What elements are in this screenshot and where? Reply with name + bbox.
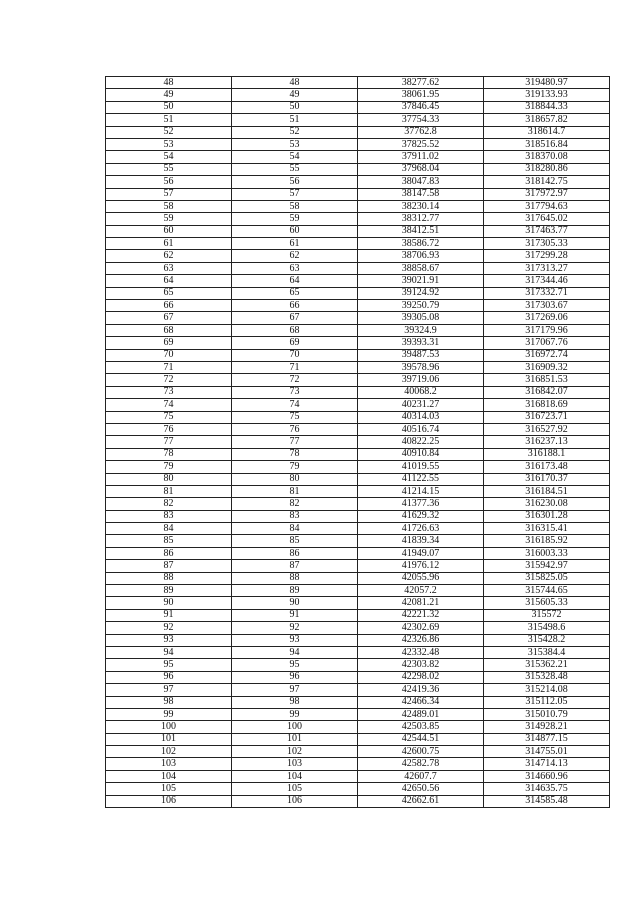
y-coordinate-cell: 319480.97 [484, 77, 610, 89]
x-coordinate-cell: 39124.92 [358, 287, 484, 299]
y-coordinate-cell: 315214.08 [484, 684, 610, 696]
y-coordinate-cell: 315428.2 [484, 634, 610, 646]
point-id-cell: 80 [232, 473, 358, 485]
y-coordinate-cell: 316173.48 [484, 461, 610, 473]
table-row [106, 151, 610, 163]
x-coordinate-cell: 37968.04 [358, 163, 484, 175]
table-row [106, 114, 610, 126]
x-coordinate-cell: 37762.8 [358, 126, 484, 138]
table-row [106, 312, 610, 324]
point-id-cell: 93 [232, 634, 358, 646]
x-coordinate-cell: 40910.84 [358, 448, 484, 460]
x-coordinate-cell: 38858.67 [358, 262, 484, 274]
point-id-cell: 52 [232, 126, 358, 138]
y-coordinate-cell: 317463.77 [484, 225, 610, 237]
x-coordinate-cell: 42303.82 [358, 659, 484, 671]
y-coordinate-cell: 318280.86 [484, 163, 610, 175]
y-coordinate-cell: 316230.08 [484, 498, 610, 510]
point-id-cell: 55 [232, 163, 358, 175]
y-coordinate-cell: 317299.28 [484, 250, 610, 262]
y-coordinate-cell: 314877.15 [484, 733, 610, 745]
row-number-cell: 97 [106, 684, 232, 696]
y-coordinate-cell: 314928.21 [484, 721, 610, 733]
x-coordinate-cell: 41122.55 [358, 473, 484, 485]
point-id-cell: 96 [232, 671, 358, 683]
x-coordinate-cell: 42489.01 [358, 708, 484, 720]
x-coordinate-cell: 42582.78 [358, 758, 484, 770]
table-row [106, 708, 610, 720]
table-row [106, 101, 610, 113]
point-id-cell: 49 [232, 89, 358, 101]
x-coordinate-cell: 42055.96 [358, 572, 484, 584]
x-coordinate-cell: 39250.79 [358, 300, 484, 312]
point-id-cell: 76 [232, 423, 358, 435]
x-coordinate-cell: 38277.62 [358, 77, 484, 89]
y-coordinate-cell: 316237.13 [484, 436, 610, 448]
table-row [106, 634, 610, 646]
point-id-cell: 53 [232, 138, 358, 150]
row-number-cell: 51 [106, 114, 232, 126]
table-row [106, 473, 610, 485]
point-id-cell: 104 [232, 770, 358, 782]
point-id-cell: 100 [232, 721, 358, 733]
table-row [106, 721, 610, 733]
point-id-cell: 84 [232, 523, 358, 535]
table-row [106, 163, 610, 175]
table-row [106, 386, 610, 398]
y-coordinate-cell: 315362.21 [484, 659, 610, 671]
table-row [106, 176, 610, 188]
point-id-cell: 56 [232, 176, 358, 188]
x-coordinate-cell: 39021.91 [358, 275, 484, 287]
y-coordinate-cell: 315498.6 [484, 622, 610, 634]
y-coordinate-cell: 316818.69 [484, 399, 610, 411]
point-id-cell: 101 [232, 733, 358, 745]
y-coordinate-cell: 316185.92 [484, 535, 610, 547]
table-row [106, 126, 610, 138]
table-row [106, 250, 610, 262]
point-id-cell: 89 [232, 585, 358, 597]
row-number-cell: 102 [106, 746, 232, 758]
table-row [106, 337, 610, 349]
point-id-cell: 50 [232, 101, 358, 113]
row-number-cell: 65 [106, 287, 232, 299]
point-id-cell: 99 [232, 708, 358, 720]
row-number-cell: 58 [106, 200, 232, 212]
x-coordinate-cell: 42607.7 [358, 770, 484, 782]
point-id-cell: 51 [232, 114, 358, 126]
x-coordinate-cell: 38047.83 [358, 176, 484, 188]
row-number-cell: 105 [106, 783, 232, 795]
y-coordinate-cell: 316842.07 [484, 386, 610, 398]
table-row [106, 213, 610, 225]
y-coordinate-cell: 316301.28 [484, 510, 610, 522]
row-number-cell: 63 [106, 262, 232, 274]
row-number-cell: 94 [106, 646, 232, 658]
table-row [106, 696, 610, 708]
x-coordinate-cell: 42662.61 [358, 795, 484, 807]
row-number-cell: 93 [106, 634, 232, 646]
x-coordinate-cell: 40314.03 [358, 411, 484, 423]
y-coordinate-cell: 316315.41 [484, 523, 610, 535]
row-number-cell: 89 [106, 585, 232, 597]
x-coordinate-cell: 39305.08 [358, 312, 484, 324]
point-id-cell: 58 [232, 200, 358, 212]
row-number-cell: 72 [106, 374, 232, 386]
point-id-cell: 70 [232, 349, 358, 361]
x-coordinate-cell: 38230.14 [358, 200, 484, 212]
x-coordinate-cell: 41839.34 [358, 535, 484, 547]
point-id-cell: 78 [232, 448, 358, 460]
table-row [106, 523, 610, 535]
row-number-cell: 92 [106, 622, 232, 634]
x-coordinate-cell: 42298.02 [358, 671, 484, 683]
row-number-cell: 95 [106, 659, 232, 671]
point-id-cell: 54 [232, 151, 358, 163]
point-id-cell: 71 [232, 361, 358, 373]
row-number-cell: 61 [106, 238, 232, 250]
x-coordinate-cell: 41377.36 [358, 498, 484, 510]
x-coordinate-cell: 42221.32 [358, 609, 484, 621]
point-id-cell: 105 [232, 783, 358, 795]
row-number-cell: 66 [106, 300, 232, 312]
row-number-cell: 99 [106, 708, 232, 720]
y-coordinate-cell: 318657.82 [484, 114, 610, 126]
y-coordinate-cell: 317794.63 [484, 200, 610, 212]
x-coordinate-cell: 41726.63 [358, 523, 484, 535]
y-coordinate-cell: 316188.1 [484, 448, 610, 460]
point-id-cell: 68 [232, 324, 358, 336]
x-coordinate-cell: 42466.34 [358, 696, 484, 708]
y-coordinate-cell: 316909.32 [484, 361, 610, 373]
y-coordinate-cell: 316527.92 [484, 423, 610, 435]
row-number-cell: 88 [106, 572, 232, 584]
y-coordinate-cell: 316003.33 [484, 547, 610, 559]
row-number-cell: 103 [106, 758, 232, 770]
coordinate-table [105, 76, 610, 808]
y-coordinate-cell: 318614.7 [484, 126, 610, 138]
row-number-cell: 64 [106, 275, 232, 287]
x-coordinate-cell: 42081.21 [358, 597, 484, 609]
y-coordinate-cell: 314755.01 [484, 746, 610, 758]
row-number-cell: 101 [106, 733, 232, 745]
x-coordinate-cell: 38412.51 [358, 225, 484, 237]
point-id-cell: 48 [232, 77, 358, 89]
coordinate-table-body [106, 77, 610, 808]
point-id-cell: 57 [232, 188, 358, 200]
y-coordinate-cell: 316972.74 [484, 349, 610, 361]
table-row [106, 646, 610, 658]
row-number-cell: 86 [106, 547, 232, 559]
table-row [106, 300, 610, 312]
row-number-cell: 91 [106, 609, 232, 621]
point-id-cell: 83 [232, 510, 358, 522]
row-number-cell: 48 [106, 77, 232, 89]
row-number-cell: 100 [106, 721, 232, 733]
row-number-cell: 56 [106, 176, 232, 188]
y-coordinate-cell: 314635.75 [484, 783, 610, 795]
table-row [106, 238, 610, 250]
table-row [106, 275, 610, 287]
row-number-cell: 69 [106, 337, 232, 349]
x-coordinate-cell: 39393.31 [358, 337, 484, 349]
point-id-cell: 82 [232, 498, 358, 510]
x-coordinate-cell: 41214.15 [358, 485, 484, 497]
row-number-cell: 82 [106, 498, 232, 510]
table-row [106, 225, 610, 237]
point-id-cell: 73 [232, 386, 358, 398]
point-id-cell: 94 [232, 646, 358, 658]
row-number-cell: 74 [106, 399, 232, 411]
point-id-cell: 98 [232, 696, 358, 708]
x-coordinate-cell: 39487.53 [358, 349, 484, 361]
y-coordinate-cell: 317305.33 [484, 238, 610, 250]
y-coordinate-cell: 318142.75 [484, 176, 610, 188]
point-id-cell: 59 [232, 213, 358, 225]
row-number-cell: 62 [106, 250, 232, 262]
table-row [106, 89, 610, 101]
row-number-cell: 81 [106, 485, 232, 497]
table-row [106, 622, 610, 634]
row-number-cell: 90 [106, 597, 232, 609]
y-coordinate-cell: 317067.76 [484, 337, 610, 349]
y-coordinate-cell: 318844.33 [484, 101, 610, 113]
point-id-cell: 60 [232, 225, 358, 237]
row-number-cell: 60 [106, 225, 232, 237]
y-coordinate-cell: 317332.71 [484, 287, 610, 299]
table-row [106, 733, 610, 745]
x-coordinate-cell: 37911.02 [358, 151, 484, 163]
table-row [106, 423, 610, 435]
point-id-cell: 65 [232, 287, 358, 299]
table-row [106, 572, 610, 584]
row-number-cell: 79 [106, 461, 232, 473]
row-number-cell: 85 [106, 535, 232, 547]
table-row [106, 684, 610, 696]
table-row [106, 200, 610, 212]
table-row [106, 609, 610, 621]
table-row [106, 585, 610, 597]
point-id-cell: 106 [232, 795, 358, 807]
x-coordinate-cell: 42326.86 [358, 634, 484, 646]
row-number-cell: 68 [106, 324, 232, 336]
x-coordinate-cell: 42600.75 [358, 746, 484, 758]
table-row [106, 448, 610, 460]
table-row [106, 436, 610, 448]
table-row [106, 287, 610, 299]
x-coordinate-cell: 41949.07 [358, 547, 484, 559]
x-coordinate-cell: 42419.36 [358, 684, 484, 696]
table-row [106, 349, 610, 361]
point-id-cell: 86 [232, 547, 358, 559]
y-coordinate-cell: 314585.48 [484, 795, 610, 807]
table-row [106, 795, 610, 807]
row-number-cell: 67 [106, 312, 232, 324]
point-id-cell: 102 [232, 746, 358, 758]
row-number-cell: 104 [106, 770, 232, 782]
table-row [106, 758, 610, 770]
table-row [106, 138, 610, 150]
x-coordinate-cell: 38147.58 [358, 188, 484, 200]
point-id-cell: 91 [232, 609, 358, 621]
table-row [106, 77, 610, 89]
row-number-cell: 78 [106, 448, 232, 460]
y-coordinate-cell: 315605.33 [484, 597, 610, 609]
y-coordinate-cell: 317972.97 [484, 188, 610, 200]
y-coordinate-cell: 317344.46 [484, 275, 610, 287]
table-row [106, 659, 610, 671]
x-coordinate-cell: 38061.95 [358, 89, 484, 101]
x-coordinate-cell: 40822.25 [358, 436, 484, 448]
y-coordinate-cell: 315112.05 [484, 696, 610, 708]
point-id-cell: 81 [232, 485, 358, 497]
x-coordinate-cell: 37846.45 [358, 101, 484, 113]
table-row [106, 262, 610, 274]
y-coordinate-cell: 319133.93 [484, 89, 610, 101]
point-id-cell: 62 [232, 250, 358, 262]
y-coordinate-cell: 315942.97 [484, 560, 610, 572]
y-coordinate-cell: 317303.67 [484, 300, 610, 312]
point-id-cell: 88 [232, 572, 358, 584]
row-number-cell: 55 [106, 163, 232, 175]
y-coordinate-cell: 315328.48 [484, 671, 610, 683]
row-number-cell: 98 [106, 696, 232, 708]
table-row [106, 324, 610, 336]
table-row [106, 597, 610, 609]
x-coordinate-cell: 42057.2 [358, 585, 484, 597]
table-row [106, 547, 610, 559]
row-number-cell: 52 [106, 126, 232, 138]
y-coordinate-cell: 318516.84 [484, 138, 610, 150]
x-coordinate-cell: 41976.12 [358, 560, 484, 572]
x-coordinate-cell: 37754.33 [358, 114, 484, 126]
point-id-cell: 64 [232, 275, 358, 287]
y-coordinate-cell: 315825.05 [484, 572, 610, 584]
point-id-cell: 61 [232, 238, 358, 250]
x-coordinate-cell: 38312.77 [358, 213, 484, 225]
table-row [106, 498, 610, 510]
row-number-cell: 76 [106, 423, 232, 435]
y-coordinate-cell: 316170.37 [484, 473, 610, 485]
x-coordinate-cell: 40068.2 [358, 386, 484, 398]
row-number-cell: 53 [106, 138, 232, 150]
point-id-cell: 79 [232, 461, 358, 473]
point-id-cell: 92 [232, 622, 358, 634]
y-coordinate-cell: 316723.71 [484, 411, 610, 423]
table-row [106, 374, 610, 386]
table-row [106, 510, 610, 522]
table-row [106, 783, 610, 795]
row-number-cell: 87 [106, 560, 232, 572]
table-row [106, 399, 610, 411]
row-number-cell: 96 [106, 671, 232, 683]
y-coordinate-cell: 317179.96 [484, 324, 610, 336]
table-row [106, 535, 610, 547]
y-coordinate-cell: 317313.27 [484, 262, 610, 274]
table-row [106, 361, 610, 373]
row-number-cell: 84 [106, 523, 232, 535]
y-coordinate-cell: 316851.53 [484, 374, 610, 386]
table-row [106, 461, 610, 473]
x-coordinate-cell: 41629.32 [358, 510, 484, 522]
x-coordinate-cell: 39719.06 [358, 374, 484, 386]
row-number-cell: 75 [106, 411, 232, 423]
x-coordinate-cell: 39324.9 [358, 324, 484, 336]
x-coordinate-cell: 42544.51 [358, 733, 484, 745]
point-id-cell: 67 [232, 312, 358, 324]
point-id-cell: 66 [232, 300, 358, 312]
row-number-cell: 54 [106, 151, 232, 163]
x-coordinate-cell: 40516.74 [358, 423, 484, 435]
y-coordinate-cell: 314714.13 [484, 758, 610, 770]
row-number-cell: 73 [106, 386, 232, 398]
table-row [106, 485, 610, 497]
x-coordinate-cell: 42332.48 [358, 646, 484, 658]
row-number-cell: 106 [106, 795, 232, 807]
point-id-cell: 72 [232, 374, 358, 386]
row-number-cell: 57 [106, 188, 232, 200]
point-id-cell: 77 [232, 436, 358, 448]
y-coordinate-cell: 315384.4 [484, 646, 610, 658]
table-row [106, 671, 610, 683]
x-coordinate-cell: 38586.72 [358, 238, 484, 250]
y-coordinate-cell: 318370.08 [484, 151, 610, 163]
table-row [106, 188, 610, 200]
row-number-cell: 59 [106, 213, 232, 225]
x-coordinate-cell: 40231.27 [358, 399, 484, 411]
y-coordinate-cell: 315744.65 [484, 585, 610, 597]
y-coordinate-cell: 317645.02 [484, 213, 610, 225]
y-coordinate-cell: 314660.96 [484, 770, 610, 782]
row-number-cell: 71 [106, 361, 232, 373]
x-coordinate-cell: 39578.96 [358, 361, 484, 373]
row-number-cell: 77 [106, 436, 232, 448]
row-number-cell: 83 [106, 510, 232, 522]
point-id-cell: 103 [232, 758, 358, 770]
x-coordinate-cell: 38706.93 [358, 250, 484, 262]
row-number-cell: 50 [106, 101, 232, 113]
point-id-cell: 87 [232, 560, 358, 572]
y-coordinate-cell: 316184.51 [484, 485, 610, 497]
point-id-cell: 75 [232, 411, 358, 423]
row-number-cell: 49 [106, 89, 232, 101]
point-id-cell: 69 [232, 337, 358, 349]
table-row [106, 560, 610, 572]
row-number-cell: 80 [106, 473, 232, 485]
x-coordinate-cell: 42302.69 [358, 622, 484, 634]
x-coordinate-cell: 41019.55 [358, 461, 484, 473]
point-id-cell: 63 [232, 262, 358, 274]
table-row [106, 746, 610, 758]
x-coordinate-cell: 42650.56 [358, 783, 484, 795]
y-coordinate-cell: 315010.79 [484, 708, 610, 720]
table-row [106, 411, 610, 423]
point-id-cell: 95 [232, 659, 358, 671]
y-coordinate-cell: 317269.06 [484, 312, 610, 324]
point-id-cell: 74 [232, 399, 358, 411]
point-id-cell: 90 [232, 597, 358, 609]
row-number-cell: 70 [106, 349, 232, 361]
point-id-cell: 85 [232, 535, 358, 547]
y-coordinate-cell: 315572 [484, 609, 610, 621]
point-id-cell: 97 [232, 684, 358, 696]
x-coordinate-cell: 42503.85 [358, 721, 484, 733]
table-row [106, 770, 610, 782]
x-coordinate-cell: 37825.52 [358, 138, 484, 150]
